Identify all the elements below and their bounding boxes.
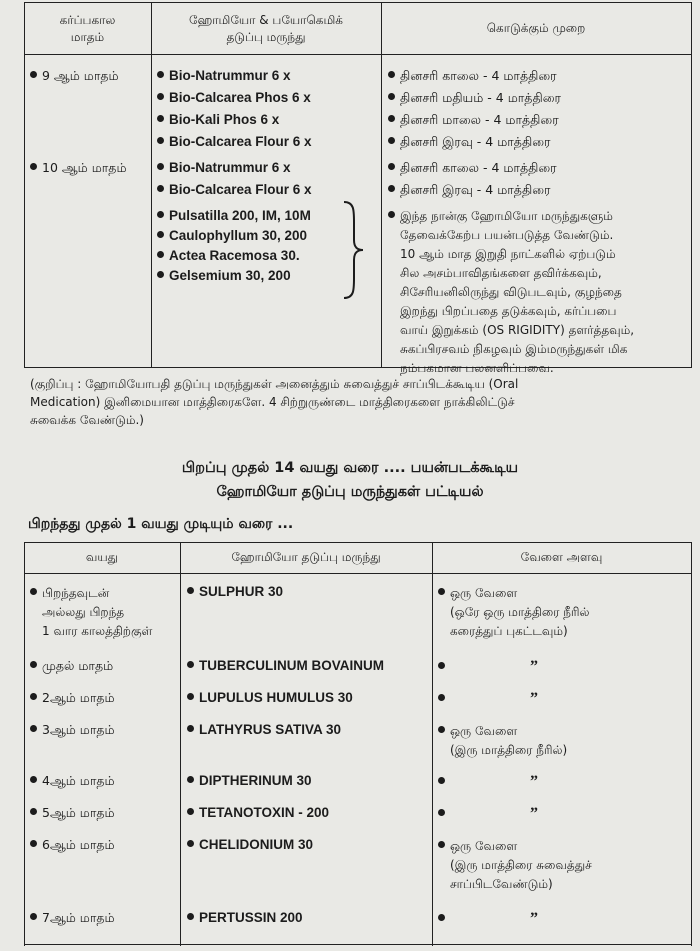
remedy-item: Pulsatilla 200, IM, 10M bbox=[157, 208, 311, 223]
header-age: வயது bbox=[85, 550, 119, 564]
remedy-item: Bio-Calcarea Flour 6 x bbox=[157, 134, 312, 149]
dose-item: தினசரி காலை - 4 மாத்திரை bbox=[388, 160, 557, 177]
table-row-remedy: SULPHUR 30 bbox=[187, 584, 283, 599]
table-row-remedy: LATHYRUS SATIVA 30 bbox=[187, 722, 341, 737]
curly-brace-icon bbox=[340, 200, 366, 300]
remedy-item: Bio-Calcarea Flour 6 x bbox=[157, 182, 312, 197]
table-row-remedy: LUPULUS HUMULUS 30 bbox=[187, 690, 353, 705]
section-heading: பிறப்பு முதல் 14 வயது வரை .... பயன்படக்கூடிய bbox=[181, 460, 519, 476]
pregnancy-remedy-table bbox=[24, 2, 692, 375]
header-remedy: ஹோமியோ தடுப்பு மருந்து bbox=[231, 550, 381, 564]
table-row-dose: ” bbox=[438, 688, 538, 708]
dose-item: தினசரி மதியம் - 4 மாத்திரை bbox=[388, 90, 561, 107]
dose-item: தினசரி காலை - 4 மாத்திரை bbox=[388, 68, 557, 85]
homeo-note-paragraph: இந்த நான்கு ஹோமியோ மருந்துகளும் தேவைக்கேற்ப பயன்படுத்த வேண்டும். 10 ஆம் மாத இறுதி நாட்களில் ஏற்படும் சில அசம்பாவிதங்களை தவிர்க்கவும், சிசேரியனிலிருந்து விடுபடவும், குழந்தை இறந்து பிறப்பதை தடுக்கவும், கர்ப்பபை வாய் இறுக்கம் (OS RIGIDITY) தளர்த்தவும், சுகப்பிரசவம் நிகழவும் இம்மருந்துகள் மிக நம்பகமான பலனளிப்பவை. bbox=[388, 207, 688, 378]
table-row-remedy: CHELIDONIUM 30 bbox=[187, 837, 313, 852]
note-paragraph: (குறிப்பு : ஹோமியோபதி தடுப்பு மருந்துகள் அனைத்தும் சுவைத்துச் சாப்பிடக்கூடிய (Oral Medication) இனிமையான மாத்திரைகளே. 4 சிற்றுருண்டை மாத்திரைகளை நாக்கிலிட்டுச் சுவைக்க வேண்டும்.) bbox=[30, 377, 519, 427]
table-row-dose: ஒரு வேளை (இரு மாத்திரை சுவைத்துச் சாப்பிடவேண்டும்) bbox=[438, 837, 688, 894]
header-remedy: ஹோமியோ & பயோகெமிக் தடுப்பு மருந்து bbox=[189, 13, 343, 44]
section-heading: ஹோமியோ தடுப்பு மருந்துகள் பட்டியல் bbox=[216, 484, 484, 500]
remedy-item: Caulophyllum 30, 200 bbox=[157, 228, 307, 243]
header-method: கொடுக்கும் முறை bbox=[486, 21, 586, 35]
header-dose: வேளை அளவு bbox=[520, 550, 603, 564]
table-row-remedy: TUBERCULINUM BOVAINUM bbox=[187, 658, 384, 673]
table-row-remedy: DIPTHERINUM 30 bbox=[187, 773, 312, 788]
month-9: 9 ஆம் மாதம் bbox=[30, 68, 119, 85]
sub-heading: பிறந்தது முதல் 1 வயது முடியும் வரை ... bbox=[28, 516, 294, 532]
remedy-item: Bio-Calcarea Phos 6 x bbox=[157, 90, 311, 105]
table-row-age: 4ஆம் மாதம் bbox=[30, 773, 115, 790]
dose-item: தினசரி இரவு - 4 மாத்திரை bbox=[388, 182, 550, 199]
remedy-item: Gelsemium 30, 200 bbox=[157, 268, 291, 283]
table-row-age: 2ஆம் மாதம் bbox=[30, 690, 115, 707]
month-10: 10 ஆம் மாதம் bbox=[30, 160, 127, 177]
table-row-dose: ஒரு வேளை (ஒரே ஒரு மாத்திரை நீரில் கரைத்துப் புகட்டவும்) bbox=[438, 584, 688, 641]
table-row-age: 5ஆம் மாதம் bbox=[30, 805, 115, 822]
table-row-age: பிறந்தவுடன் அல்லது பிறந்த 1 வார காலத்திற்குள் bbox=[30, 584, 178, 641]
remedy-item: Bio-Kali Phos 6 x bbox=[157, 112, 279, 127]
table-row-age: முதல் மாதம் bbox=[30, 658, 113, 675]
table-row-dose: ” bbox=[438, 908, 538, 928]
table-row-age: 3ஆம் மாதம் bbox=[30, 722, 115, 739]
table-row-dose: ” bbox=[438, 803, 538, 823]
table-row-dose: ” bbox=[438, 656, 538, 676]
dose-item: தினசரி மாலை - 4 மாத்திரை bbox=[388, 112, 559, 129]
table-row-remedy: PERTUSSIN 200 bbox=[187, 910, 303, 925]
table-row-age: 7ஆம் மாதம் bbox=[30, 910, 115, 927]
infant-remedy-table bbox=[24, 542, 692, 946]
table-row-dose: ஒரு வேளை (இரு மாத்திரை நீரில்) bbox=[438, 722, 688, 760]
remedy-item: Bio-Natrummur 6 x bbox=[157, 160, 291, 175]
table-row-remedy: TETANOTOXIN - 200 bbox=[187, 805, 329, 820]
header-pregnancy-month: கர்ப்பகால மாதம் bbox=[59, 13, 116, 44]
dose-item: தினசரி இரவு - 4 மாத்திரை bbox=[388, 134, 550, 151]
table-row-age: 6ஆம் மாதம் bbox=[30, 837, 115, 854]
remedy-item: Bio-Natrummur 6 x bbox=[157, 68, 291, 83]
table-row-dose: ” bbox=[438, 771, 538, 791]
remedy-item: Actea Racemosa 30. bbox=[157, 248, 300, 263]
